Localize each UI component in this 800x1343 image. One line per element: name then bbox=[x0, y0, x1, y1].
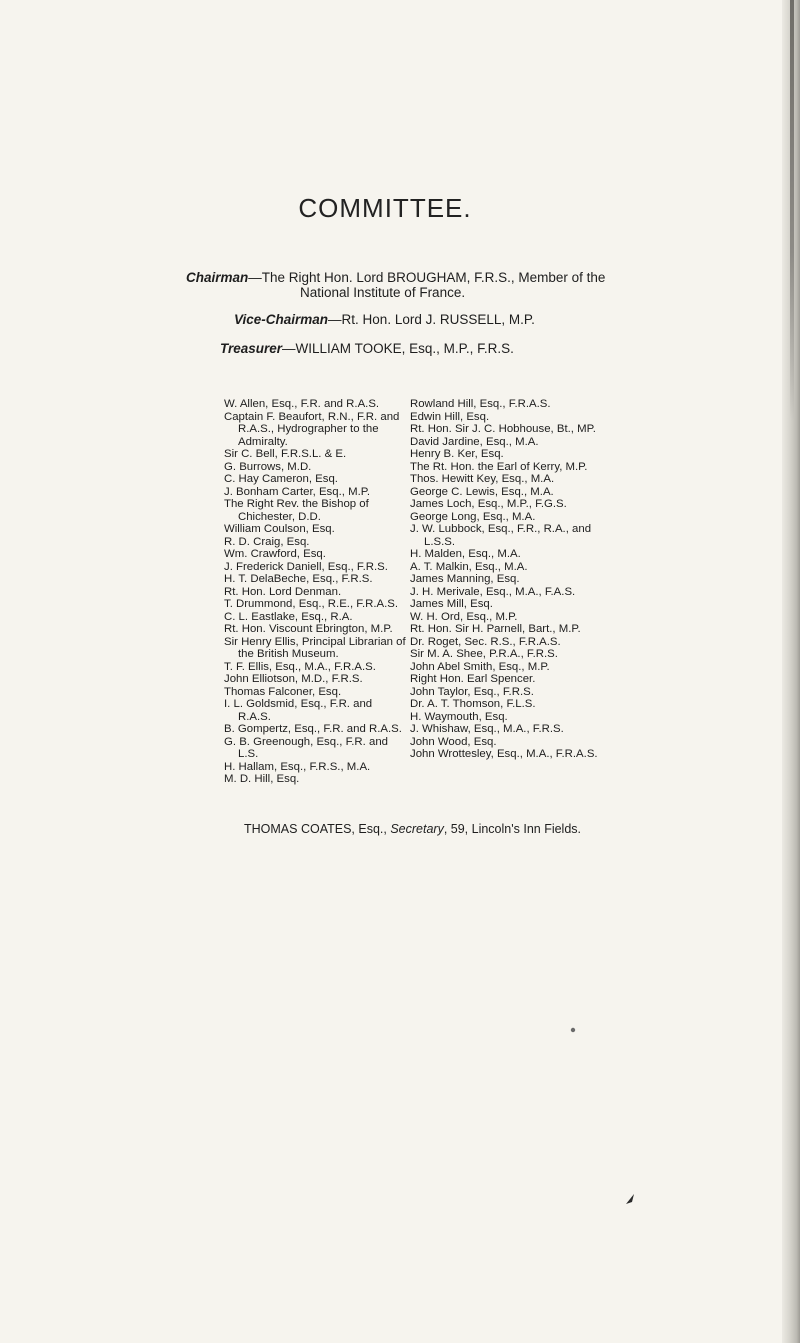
treasurer-text: —WILLIAM TOOKE, Esq., M.P., F.R.S. bbox=[282, 341, 514, 356]
member-entry: John Wrottesley, Esq., M.A., F.R.A.S. bbox=[410, 748, 598, 760]
member-entry: R. D. Craig, Esq. bbox=[224, 535, 310, 548]
treasurer-entry bbox=[220, 341, 514, 356]
member-entry: Captain F. Beaufort, R.N., F.R. and R.A.S., Hydrographer to the Admiralty. bbox=[224, 410, 400, 448]
member-entry: G. Burrows, M.D. bbox=[224, 460, 312, 473]
ink-dot bbox=[568, 1025, 580, 1037]
member-entry: Wm. Crawford, Esq. bbox=[224, 548, 326, 560]
left-member-column bbox=[224, 398, 407, 786]
member-entry: Rt. Hon. Lord Denman. bbox=[224, 585, 342, 598]
member-entry: Rt. Hon. Viscount Ebrington, M.P. bbox=[224, 623, 393, 635]
chairman-role: Chairman bbox=[186, 270, 249, 285]
secretary-name: THOMAS COATES, Esq., bbox=[244, 822, 391, 836]
member-entry: Rowland Hill, Esq., F.R.A.S. bbox=[410, 398, 551, 410]
member-entry: J. Frederick Daniell, Esq., F.R.S. bbox=[224, 560, 388, 573]
member-entry: James Loch, Esq., M.P., F.G.S. bbox=[410, 498, 567, 510]
member-entry: Sir Henry Ellis, Principal Librarian of the British Museum. bbox=[224, 635, 406, 660]
member-entry: J. Whishaw, Esq., M.A., F.R.S. bbox=[410, 723, 564, 735]
secretary-role: Secretary bbox=[390, 822, 444, 836]
member-entry: H. T. DelaBeche, Esq., F.R.S. bbox=[224, 573, 373, 585]
member-entry: C. L. Eastlake, Esq., R.A. bbox=[224, 610, 353, 623]
member-entry: James Mill, Esq. bbox=[410, 598, 493, 610]
member-entry: Rt. Hon. Sir J. C. Hobhouse, Bt., MP. bbox=[410, 423, 596, 435]
member-entry: T. F. Ellis, Esq., M.A., F.R.A.S. bbox=[224, 660, 376, 673]
member-entry: The Rt. Hon. the Earl of Kerry, M.P. bbox=[410, 460, 588, 473]
member-entry: B. Gompertz, Esq., F.R. and R.A.S. bbox=[224, 723, 402, 735]
secretary-line bbox=[244, 822, 581, 836]
member-entry: Dr. Roget, Sec. R.S., F.R.A.S. bbox=[410, 635, 561, 648]
member-entry: Thomas Falconer, Esq. bbox=[224, 685, 342, 698]
treasurer-role: Treasurer bbox=[220, 341, 283, 356]
member-entry: Sir M. A. Shee, P.R.A., F.R.S. bbox=[410, 648, 558, 660]
member-entry: John Elliotson, M.D., F.R.S. bbox=[224, 673, 363, 685]
member-entry: George Long, Esq., M.A. bbox=[410, 510, 536, 523]
member-entry: J. W. Lubbock, Esq., F.R., R.A., and L.S.S. bbox=[410, 523, 592, 548]
page-title: COMMITTEE. bbox=[298, 193, 472, 223]
member-entry: A. T. Malkin, Esq., M.A. bbox=[410, 560, 528, 573]
stray-mark bbox=[620, 1180, 650, 1210]
page-edge-dark-strip bbox=[790, 0, 794, 420]
member-entry: John Taylor, Esq., F.R.S. bbox=[410, 685, 534, 698]
member-entry: C. Hay Cameron, Esq. bbox=[224, 473, 338, 485]
chairman-entry bbox=[186, 270, 746, 300]
member-entry: John Abel Smith, Esq., M.P. bbox=[410, 660, 550, 673]
member-entry: George C. Lewis, Esq., M.A. bbox=[410, 485, 554, 498]
member-entry: H. Malden, Esq., M.A. bbox=[410, 548, 521, 560]
vice-chairman-role: Vice-Chairman bbox=[234, 312, 329, 327]
member-entry: M. D. Hill, Esq. bbox=[224, 773, 300, 785]
member-entry: Henry B. Ker, Esq. bbox=[410, 448, 504, 460]
member-entry: W. Allen, Esq., F.R. and R.A.S. bbox=[224, 398, 380, 410]
member-entry: Thos. Hewitt Key, Esq., M.A. bbox=[410, 473, 555, 485]
right-member-column bbox=[410, 398, 620, 761]
member-entry: I. L. Goldsmid, Esq., F.R. and R.A.S. bbox=[224, 698, 373, 723]
vice-chairman-text: —Rt. Hon. Lord J. RUSSELL, M.P. bbox=[328, 312, 535, 327]
member-entry: The Right Rev. the Bishop of Chichester, D.D. bbox=[224, 498, 369, 523]
member-entry: Edwin Hill, Esq. bbox=[410, 410, 490, 423]
member-entry: H. Waymouth, Esq. bbox=[410, 710, 508, 723]
member-entry: Dr. A. T. Thomson, F.L.S. bbox=[410, 698, 536, 710]
member-entry: William Coulson, Esq. bbox=[224, 523, 335, 535]
member-entry: Rt. Hon. Sir H. Parnell, Bart., M.P. bbox=[410, 623, 581, 635]
member-entry: David Jardine, Esq., M.A. bbox=[410, 435, 539, 448]
member-entry: G. B. Greenough, Esq., F.R. and L.S. bbox=[224, 735, 388, 760]
member-entry: J. Bonham Carter, Esq., M.P. bbox=[224, 485, 371, 498]
chairman-text-continued: National Institute of France. bbox=[300, 285, 466, 300]
member-entry: T. Drummond, Esq., R.E., F.R.A.S. bbox=[224, 598, 399, 610]
member-entry: Sir C. Bell, F.R.S.L. & E. bbox=[224, 448, 347, 460]
vice-chairman-entry bbox=[234, 312, 535, 327]
chairman-text: —The Right Hon. Lord BROUGHAM, F.R.S., Member of the bbox=[248, 270, 606, 285]
secretary-address: , 59, Lincoln's Inn Fields. bbox=[443, 822, 582, 836]
member-entry: Right Hon. Earl Spencer. bbox=[410, 673, 536, 685]
member-entry: J. H. Merivale, Esq., M.A., F.A.S. bbox=[410, 585, 576, 598]
member-entry: H. Hallam, Esq., F.R.S., M.A. bbox=[224, 760, 371, 773]
member-entry: John Wood, Esq. bbox=[410, 735, 497, 748]
member-entry: W. H. Ord, Esq., M.P. bbox=[410, 610, 518, 623]
member-entry: James Manning, Esq. bbox=[410, 573, 520, 585]
